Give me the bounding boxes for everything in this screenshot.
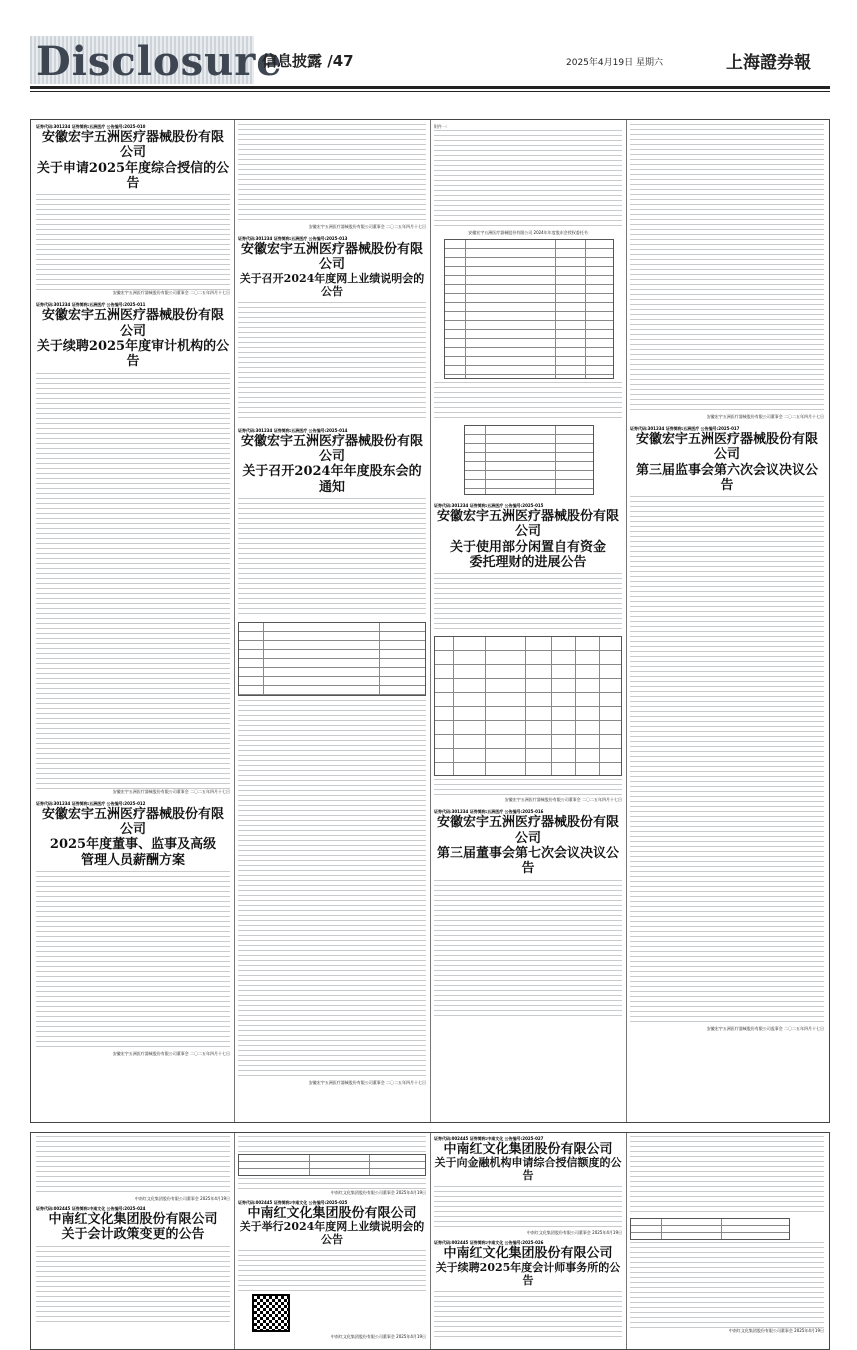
fee-table <box>630 1218 824 1240</box>
body-text <box>238 302 426 422</box>
form-title: 安徽宏宇五洲医疗器械股份有限公司 2024年年度股东会授权委托书 <box>468 230 588 235</box>
column-rule <box>626 1133 627 1349</box>
top-column-3 <box>434 124 622 1020</box>
announcement-subtitle: 关于续聘2025年度会计师事务所的公告 <box>435 1260 621 1287</box>
body-text <box>434 880 622 1020</box>
proxy-form-table <box>434 239 622 379</box>
column-rule <box>430 120 431 1122</box>
announcement-code: 证券代码:301234 证券简称:五洲医疗 公告编号:2025-011 <box>36 302 146 308</box>
signature: 中南红文化集团股份有限公司董事会 2025年4月19日 <box>134 1196 230 1201</box>
announcement-code: 证券代码:301234 证券简称:五洲医疗 公告编号:2025-015 <box>434 503 544 508</box>
column-rule <box>430 1133 431 1349</box>
financial-table <box>238 1154 426 1176</box>
top-column-1 <box>36 124 230 1057</box>
announcement-code: 证券代码:002445 证券简称:中南文化 公告编号:2025-025 <box>238 1200 348 1205</box>
signature: 安徽宏宇五洲医疗器械股份有限公司董事会 二〇二五年四月十七日 <box>308 1079 426 1085</box>
body-text <box>238 1136 426 1152</box>
body-text <box>630 1136 824 1216</box>
announcement-subtitle: 第三届监事会第六次会议决议公告 <box>635 462 818 493</box>
announcement-subtitle: 关于举行2024年度网上业绩说明会的公告 <box>239 1220 425 1247</box>
announcement-subtitle: 关于使用部分闲置自有资金 <box>449 539 606 555</box>
qr-code-area <box>238 1294 426 1334</box>
wordmark: Disclosure <box>36 38 283 85</box>
column-rule <box>234 1133 235 1349</box>
masthead <box>30 36 830 86</box>
wealth-management-table <box>434 636 622 776</box>
announcement-subtitle: 关于召开2024年年度股东会的通知 <box>242 464 422 495</box>
body-text <box>238 124 426 224</box>
body-text <box>238 700 426 1080</box>
body-text <box>434 382 622 422</box>
signature: 安徽宏宇五洲医疗器械股份有限公司董事会 二〇二五年四月十七日 <box>706 414 824 419</box>
announcement-subtitle: 关于会计政策变更的公告 <box>61 1227 205 1243</box>
body-text <box>630 124 824 414</box>
body-text <box>36 373 230 789</box>
signature: 中南红文化集团股份有限公司董事会 2025年4月19日 <box>330 1334 426 1340</box>
announcement-code: 证券代码:301234 证券简称:五洲医疗 公告编号:2025-016 <box>434 809 544 815</box>
masthead-rule <box>30 86 830 89</box>
announcement-code: 证券代码:301234 证券简称:五洲医疗 公告编号:2025-013 <box>238 236 348 241</box>
body-text <box>238 1178 426 1190</box>
section-title: 信息披露 /47 <box>262 52 354 70</box>
body-text <box>238 1250 426 1294</box>
announcement-title: 安徽宏宇五洲医疗器械股份有限公司 <box>436 815 619 846</box>
announcement-title: 中南红文化集团股份有限公司 <box>443 1142 613 1157</box>
signature: 安徽宏宇五洲医疗器械股份有限公司董事会 二〇二五年四月十七日 <box>308 224 426 229</box>
qr-code-icon[interactable] <box>252 1294 290 1332</box>
bottom-column-3 <box>434 1136 622 1337</box>
bottom-column-2 <box>238 1136 426 1340</box>
announcement-title: 安徽宏宇五洲医疗器械股份有限公司 <box>240 433 423 464</box>
body-text <box>36 1136 230 1196</box>
announcement-subtitle: 关于申请2025年度综合授信的公告 <box>36 160 230 191</box>
newspaper-name: 上海證券報 <box>726 53 811 73</box>
announcement-title: 安徽宏宇五洲医疗器械股份有限公司 <box>41 130 224 161</box>
announcement-subtitle: 第三届董事会第七次会议决议公告 <box>436 845 619 877</box>
announcement-title: 中南红文化集团股份有限公司 <box>443 1246 613 1262</box>
body-text <box>36 194 230 290</box>
announcement-subtitle: 委托理财的进展公告 <box>469 554 587 570</box>
column-rule <box>626 120 627 1122</box>
announcement-subtitle: 2025年度董事、监事及高级 <box>49 837 217 853</box>
bottom-column-1 <box>36 1136 230 1326</box>
body-text <box>434 1291 622 1337</box>
top-column-2 <box>238 124 426 1086</box>
issue-date: 2025年4月19日 星期六 <box>566 58 663 68</box>
body-text <box>238 498 426 618</box>
masthead-rule-thin <box>30 91 830 92</box>
body-text <box>434 1186 622 1230</box>
appendix-heading: 附件一: <box>434 124 448 129</box>
announcement-code: 证券代码:002445 证券简称:中南文化 公告编号:2025-026 <box>434 1240 544 1246</box>
signature: 安徽宏宇五洲医疗器械股份有限公司董事会 二〇二五年四月十七日 <box>112 1050 230 1056</box>
signature: 安徽宏宇五洲医疗器械股份有限公司董事会 二〇二五年四月十七日 <box>112 788 230 794</box>
body-text <box>630 1242 824 1328</box>
announcement-title: 安徽宏宇五洲医疗器械股份有限公司 <box>41 308 224 339</box>
body-text <box>434 130 622 230</box>
announcement-title: 中南红文化集团股份有限公司 <box>48 1212 218 1227</box>
body-text <box>434 779 622 797</box>
announcement-subtitle: 关于召开2024年度网上业绩说明会的公告 <box>239 271 425 298</box>
announcement-code: 证券代码:301234 证券简称:五洲医疗 公告编号:2025-017 <box>630 426 740 431</box>
signature: 中南红文化集团股份有限公司董事会 2025年4月19日 <box>330 1190 426 1195</box>
announcement-code: 证券代码:002445 证券简称:中南文化 公告编号:2025-024 <box>36 1206 146 1211</box>
signature: 安徽宏宇五洲医疗器械股份有限公司董事会 二〇二五年四月十七日 <box>504 797 622 803</box>
body-text <box>630 496 824 1026</box>
column-rule <box>234 120 235 1122</box>
signature: 中南红文化集团股份有限公司董事会 2025年4月19日 <box>526 1230 622 1236</box>
announcement-code: 证券代码:002445 证券简称:中南文化 公告编号:2025-027 <box>434 1136 544 1141</box>
body-text <box>434 573 622 633</box>
announcement-title: 安徽宏宇五洲医疗器械股份有限公司 <box>240 242 423 273</box>
announcement-title: 安徽宏宇五洲医疗器械股份有限公司 <box>436 509 619 540</box>
announcement-title: 安徽宏宇五洲医疗器械股份有限公司 <box>41 806 224 837</box>
announcement-subtitle: 关于向金融机构申请综合授信额度的公告 <box>434 1156 622 1183</box>
announcement-code: 证券代码:301234 证券简称:五洲医疗 公告编号:2025-012 <box>36 800 146 806</box>
announcement-title: 安徽宏宇五洲医疗器械股份有限公司 <box>635 432 818 463</box>
announcement-title: 中南红文化集团股份有限公司 <box>247 1206 417 1221</box>
proposal-table <box>434 425 622 495</box>
signature: 中南红文化集团股份有限公司董事会 2025年4月19日 <box>728 1328 824 1333</box>
announcement-subtitle: 关于续聘2025年度审计机构的公告 <box>36 338 230 370</box>
proposal-table <box>238 622 426 696</box>
signature: 安徽宏宇五洲医疗器械股份有限公司监事会 二〇二五年四月十七日 <box>706 1026 824 1032</box>
body-text <box>36 1246 230 1326</box>
announcement-code: 证券代码:301234 证券简称:五洲医疗 公告编号:2025-014 <box>238 427 348 433</box>
bottom-column-4 <box>630 1136 824 1334</box>
announcement-subtitle: 管理人员薪酬方案 <box>80 852 185 868</box>
signature: 安徽宏宇五洲医疗器械股份有限公司董事会 二〇二五年四月十七日 <box>112 290 230 296</box>
body-text <box>36 871 230 1051</box>
top-column-4 <box>630 124 824 1032</box>
announcement-code: 证券代码:301234 证券简称:五洲医疗 公告编号:2025-010 <box>36 124 146 129</box>
